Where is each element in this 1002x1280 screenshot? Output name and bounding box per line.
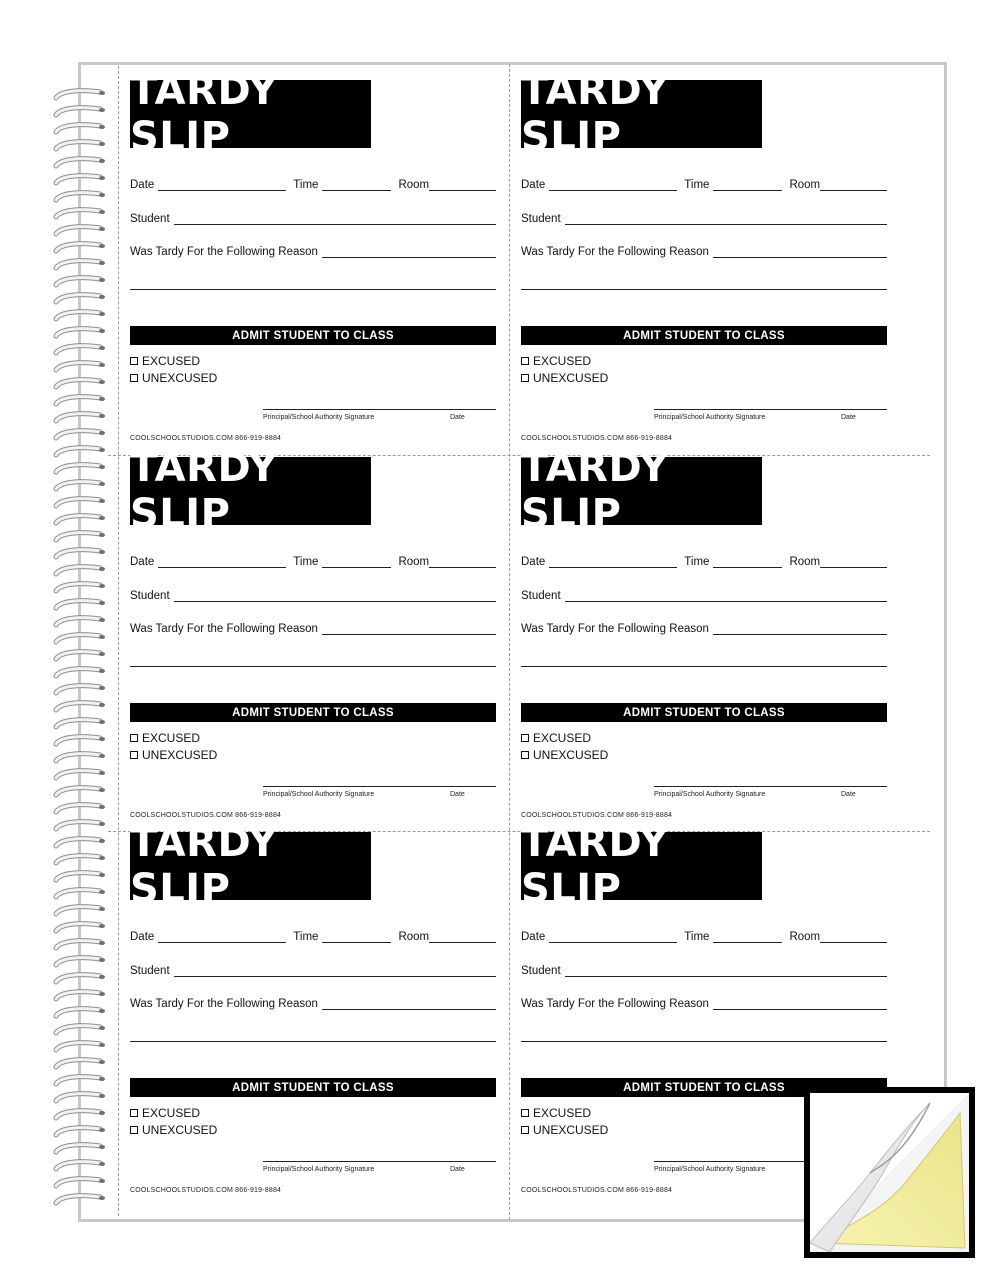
spiral-coil (50, 1006, 106, 1020)
spiral-coil (50, 224, 106, 238)
date-label: Date (521, 931, 546, 943)
spiral-coil (50, 139, 106, 153)
spiral-coil (50, 1108, 106, 1122)
spiral-coil (50, 853, 106, 867)
excused-label: EXCUSED (533, 731, 592, 745)
room-label: Room (398, 179, 430, 191)
carbonless-copy-icon (804, 1087, 975, 1258)
room-field[interactable] (429, 178, 496, 191)
spiral-coil (50, 309, 106, 323)
spiral-coil (50, 666, 106, 680)
spiral-coil (50, 785, 106, 799)
tardy-slip (499, 441, 889, 819)
spiral-coil (50, 972, 106, 986)
checkbox-icon[interactable] (130, 734, 138, 742)
spiral-coil (50, 1176, 106, 1190)
slip-footer: COOLSCHOOLSTUDIOS.COM 866-919-8884 (130, 812, 282, 819)
checkbox-icon[interactable] (521, 751, 529, 759)
room-label: Room (789, 931, 821, 943)
spiral-coil (50, 326, 106, 340)
date-label: Date (130, 556, 155, 568)
slip-footer: COOLSCHOOLSTUDIOS.COM 866-919-8884 (521, 435, 673, 442)
spiral-coil (50, 1159, 106, 1173)
checkbox-icon[interactable] (521, 357, 529, 365)
admit-banner: ADMIT STUDENT TO CLASS (521, 703, 887, 722)
slip-footer: COOLSCHOOLSTUDIOS.COM 866-919-8884 (130, 435, 282, 442)
checkbox-icon[interactable] (130, 1109, 138, 1117)
admit-banner: ADMIT STUDENT TO CLASS (130, 1078, 496, 1097)
date-label: Date (130, 931, 155, 943)
reason-row (130, 245, 496, 258)
reason-label: Was Tardy For the Following Reason (130, 998, 318, 1010)
spiral-binding-icon (50, 88, 108, 1218)
slip-sheet (108, 64, 930, 1220)
spiral-coil (50, 649, 106, 663)
spiral-coil (50, 360, 106, 374)
reason-row (521, 997, 887, 1010)
checkbox-icon[interactable] (521, 1126, 529, 1134)
signature-date-label: Date (841, 414, 856, 421)
student-field[interactable] (174, 964, 496, 977)
spiral-coil (50, 598, 106, 612)
student-row (130, 964, 496, 977)
slip-title: TARDY SLIP (521, 457, 762, 525)
date-field[interactable] (549, 930, 677, 943)
spiral-coil (50, 190, 106, 204)
student-row (521, 964, 887, 977)
spiral-coil (50, 496, 106, 510)
room-field[interactable] (429, 555, 496, 568)
reason-field[interactable] (322, 622, 496, 635)
date-time-room-row (521, 930, 887, 943)
admit-banner: ADMIT STUDENT TO CLASS (130, 326, 496, 345)
student-field[interactable] (565, 589, 887, 602)
student-field[interactable] (565, 964, 887, 977)
spiral-coil (50, 938, 106, 952)
signature-label: Principal/School Authority Signature (263, 1166, 375, 1173)
spiral-coil (50, 836, 106, 850)
reason-label: Was Tardy For the Following Reason (130, 623, 318, 635)
unexcused-label: UNEXCUSED (142, 1123, 218, 1137)
time-field[interactable] (713, 178, 782, 191)
date-field[interactable] (158, 178, 286, 191)
excused-label: EXCUSED (533, 1106, 592, 1120)
reason-field-continued[interactable] (130, 289, 496, 290)
unexcused-option[interactable] (521, 1123, 608, 1137)
spiral-coil (50, 207, 106, 221)
admit-banner: ADMIT STUDENT TO CLASS (521, 326, 887, 345)
excused-option[interactable] (521, 354, 591, 368)
unexcused-label: UNEXCUSED (142, 748, 218, 762)
reason-label: Was Tardy For the Following Reason (130, 246, 318, 258)
spiral-coil (50, 105, 106, 119)
spiral-coil (50, 1091, 106, 1105)
date-time-room-row (130, 555, 496, 568)
checkbox-icon[interactable] (130, 357, 138, 365)
page-curl-icon (810, 1093, 969, 1252)
spiral-coil (50, 819, 106, 833)
checkbox-icon[interactable] (521, 734, 529, 742)
spiral-coil (50, 955, 106, 969)
spiral-coil (50, 683, 106, 697)
spiral-coil (50, 462, 106, 476)
reason-row (130, 622, 496, 635)
reason-label: Was Tardy For the Following Reason (521, 998, 709, 1010)
checkbox-icon[interactable] (130, 751, 138, 759)
tardy-slip (108, 64, 498, 442)
unexcused-option[interactable] (130, 371, 217, 385)
unexcused-label: UNEXCUSED (533, 1123, 609, 1137)
room-label: Room (789, 179, 821, 191)
spiral-coil (50, 258, 106, 272)
reason-field[interactable] (322, 997, 496, 1010)
signature-label: Principal/School Authority Signature (263, 414, 375, 421)
reason-field-continued[interactable] (521, 666, 887, 667)
student-row (521, 589, 887, 602)
reason-row (521, 622, 887, 635)
reason-row (130, 997, 496, 1010)
spiral-coil (50, 411, 106, 425)
reason-label: Was Tardy For the Following Reason (521, 623, 709, 635)
spiral-coil (50, 1125, 106, 1139)
spiral-coil (50, 292, 106, 306)
excused-label: EXCUSED (142, 1106, 201, 1120)
checkbox-icon[interactable] (521, 374, 529, 382)
excused-option[interactable] (521, 1106, 591, 1120)
spiral-coil (50, 1057, 106, 1071)
room-field[interactable] (820, 555, 887, 568)
spiral-coil (50, 768, 106, 782)
excused-option[interactable] (130, 1106, 200, 1120)
spiral-coil (50, 904, 106, 918)
unexcused-option[interactable] (130, 1123, 217, 1137)
time-field[interactable] (322, 930, 391, 943)
spiral-coil (50, 122, 106, 136)
date-time-room-row (130, 930, 496, 943)
signature-date-label: Date (450, 791, 465, 798)
spiral-coil (50, 394, 106, 408)
student-field[interactable] (174, 589, 496, 602)
spiral-coil (50, 428, 106, 442)
spiral-coil (50, 632, 106, 646)
reason-field-continued[interactable] (521, 1041, 887, 1042)
date-field[interactable] (549, 178, 677, 191)
student-label: Student (521, 213, 561, 225)
student-label: Student (521, 590, 561, 602)
spiral-coil (50, 1193, 106, 1207)
date-field[interactable] (158, 555, 286, 568)
spiral-coil (50, 564, 106, 578)
room-label: Room (398, 931, 430, 943)
signature-field[interactable] (263, 1161, 496, 1162)
signature-label: Principal/School Authority Signature (654, 414, 766, 421)
time-field[interactable] (713, 555, 782, 568)
date-label: Date (521, 179, 546, 191)
student-label: Student (130, 590, 170, 602)
room-field[interactable] (820, 930, 887, 943)
spiral-coil (50, 887, 106, 901)
checkbox-icon[interactable] (130, 374, 138, 382)
unexcused-label: UNEXCUSED (533, 371, 609, 385)
reason-row (521, 245, 887, 258)
student-row (521, 212, 887, 225)
unexcused-option[interactable] (130, 748, 217, 762)
slip-title: TARDY SLIP (521, 80, 762, 148)
student-label: Student (130, 965, 170, 977)
spiral-coil (50, 1023, 106, 1037)
tardy-slip (108, 441, 498, 819)
time-label: Time (293, 179, 319, 191)
date-label: Date (130, 179, 155, 191)
signature-label: Principal/School Authority Signature (263, 791, 375, 798)
tardy-slip (108, 816, 498, 1194)
spiral-coil (50, 156, 106, 170)
reason-field[interactable] (713, 997, 887, 1010)
date-time-room-row (130, 178, 496, 191)
spiral-coil (50, 615, 106, 629)
spiral-coil (50, 1074, 106, 1088)
spiral-coil (50, 445, 106, 459)
slip-footer: COOLSCHOOLSTUDIOS.COM 866-919-8884 (521, 812, 673, 819)
slip-title: TARDY SLIP (521, 832, 762, 900)
slip-title: TARDY SLIP (130, 80, 371, 148)
time-label: Time (684, 179, 710, 191)
checkbox-icon[interactable] (130, 1126, 138, 1134)
checkbox-icon[interactable] (521, 1109, 529, 1117)
spiral-coil (50, 513, 106, 527)
signature-field[interactable] (263, 786, 496, 787)
time-label: Time (293, 556, 319, 568)
admit-banner: ADMIT STUDENT TO CLASS (130, 703, 496, 722)
signature-date-label: Date (450, 1166, 465, 1173)
student-label: Student (130, 213, 170, 225)
student-row (130, 212, 496, 225)
date-field[interactable] (549, 555, 677, 568)
spiral-coil (50, 734, 106, 748)
reason-field[interactable] (322, 245, 496, 258)
spiral-coil (50, 377, 106, 391)
time-field[interactable] (322, 178, 391, 191)
spiral-coil (50, 241, 106, 255)
date-field[interactable] (158, 930, 286, 943)
binding-perforation (118, 66, 119, 1216)
signature-label: Principal/School Authority Signature (654, 1166, 766, 1173)
spiral-coil (50, 1142, 106, 1156)
spiral-coil (50, 717, 106, 731)
signature-date-label: Date (841, 791, 856, 798)
spiral-coil (50, 921, 106, 935)
room-field[interactable] (429, 930, 496, 943)
spiral-coil (50, 581, 106, 595)
spiral-coil (50, 870, 106, 884)
slip-title: TARDY SLIP (130, 832, 371, 900)
spiral-coil (50, 989, 106, 1003)
spiral-coil (50, 530, 106, 544)
excused-option[interactable] (130, 731, 200, 745)
spiral-coil (50, 275, 106, 289)
excused-option[interactable] (130, 354, 200, 368)
room-label: Room (789, 556, 821, 568)
tardy-slip (499, 64, 889, 442)
time-label: Time (684, 931, 710, 943)
signature-label: Principal/School Authority Signature (654, 791, 766, 798)
student-row (130, 589, 496, 602)
slip-footer: COOLSCHOOLSTUDIOS.COM 866-919-8884 (521, 1187, 673, 1194)
reason-field-continued[interactable] (130, 666, 496, 667)
date-time-room-row (521, 555, 887, 568)
student-label: Student (521, 965, 561, 977)
time-label: Time (293, 931, 319, 943)
unexcused-option[interactable] (521, 371, 608, 385)
excused-label: EXCUSED (142, 731, 201, 745)
date-time-room-row (521, 178, 887, 191)
spiral-coil (50, 343, 106, 357)
reason-field[interactable] (713, 622, 887, 635)
admit-banner: ADMIT STUDENT TO CLASS (521, 1078, 887, 1097)
signature-field[interactable] (654, 786, 887, 787)
time-field[interactable] (322, 555, 391, 568)
unexcused-option[interactable] (521, 748, 608, 762)
signature-field[interactable] (654, 409, 887, 410)
unexcused-label: UNEXCUSED (142, 371, 218, 385)
spiral-coil (50, 173, 106, 187)
reason-field-continued[interactable] (130, 1041, 496, 1042)
time-label: Time (684, 556, 710, 568)
time-field[interactable] (713, 930, 782, 943)
excused-label: EXCUSED (142, 354, 201, 368)
spiral-coil (50, 479, 106, 493)
excused-option[interactable] (521, 731, 591, 745)
spiral-coil (50, 751, 106, 765)
reason-field-continued[interactable] (521, 289, 887, 290)
student-field[interactable] (565, 212, 887, 225)
spiral-coil (50, 802, 106, 816)
signature-date-label: Date (450, 414, 465, 421)
date-label: Date (521, 556, 546, 568)
slip-title: TARDY SLIP (130, 457, 371, 525)
student-field[interactable] (174, 212, 496, 225)
spiral-coil (50, 700, 106, 714)
room-label: Room (398, 556, 430, 568)
reason-label: Was Tardy For the Following Reason (521, 246, 709, 258)
spiral-coil (50, 547, 106, 561)
unexcused-label: UNEXCUSED (533, 748, 609, 762)
excused-label: EXCUSED (533, 354, 592, 368)
spiral-coil (50, 88, 106, 102)
spiral-coil (50, 1040, 106, 1054)
room-field[interactable] (820, 178, 887, 191)
signature-field[interactable] (263, 409, 496, 410)
slip-footer: COOLSCHOOLSTUDIOS.COM 866-919-8884 (130, 1187, 282, 1194)
reason-field[interactable] (713, 245, 887, 258)
